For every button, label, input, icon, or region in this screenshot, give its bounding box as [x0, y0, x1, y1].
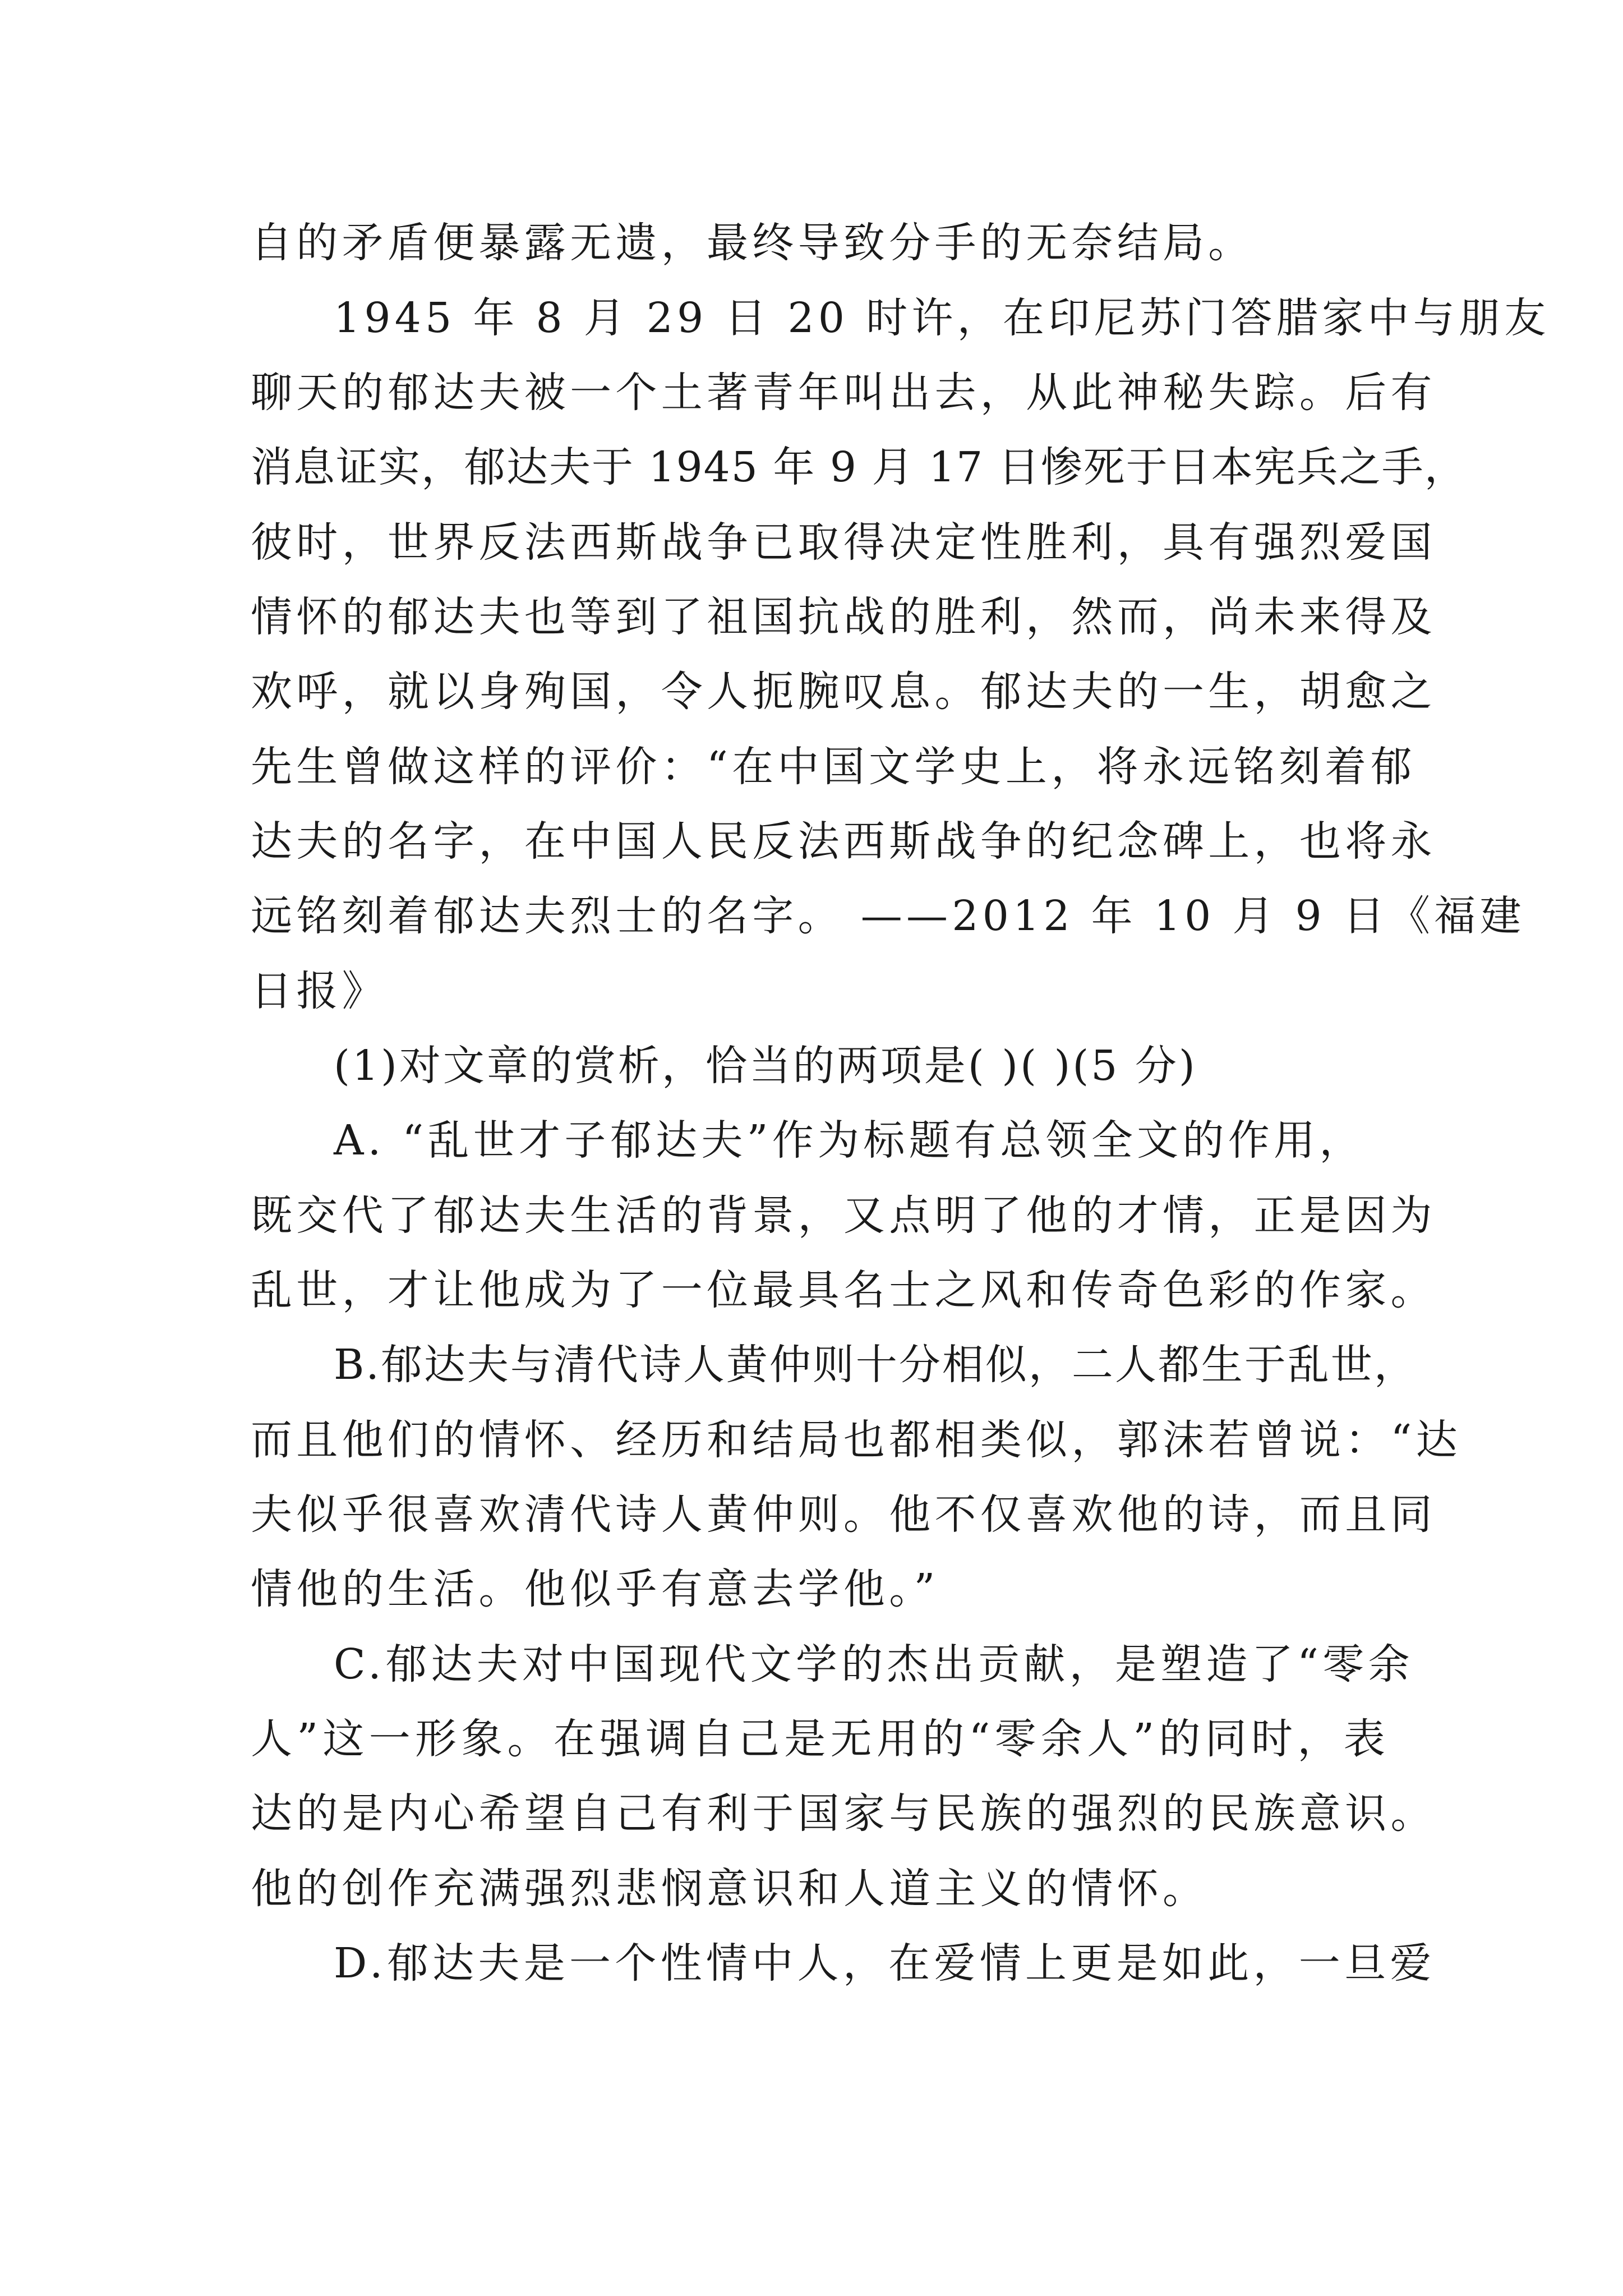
question-prompt: (1)对文章的赏析，恰当的两项是( )( )(5 分) [334, 1042, 1197, 1090]
text-line: 情怀的郁达夫也等到了祖国抗战的胜利，然而，尚未来得及 [251, 593, 1436, 641]
text-line: 既交代了郁达夫生活的背景，又点明了他的才情，正是因为 [251, 1191, 1436, 1240]
text-line: 人”这一形象。在强调自己是无用的“零余人”的同时，表 [251, 1715, 1389, 1763]
text-line: 自的矛盾便暴露无遗，最终导致分手的无奈结局。 [251, 219, 1254, 267]
text-line: 消息证实，郁达夫于 1945 年 9 月 17 日惨死于日本宪兵之手， [251, 443, 1467, 491]
text-line: 日报》 [251, 967, 388, 1015]
text-line: 他的创作充满强烈悲悯意识和人道主义的情怀。 [251, 1865, 1209, 1913]
text-line: 而且他们的情怀、经历和结局也都相类似，郭沫若曾说：“达 [251, 1416, 1461, 1464]
option-b-first-line: B.郁达夫与清代诗人黄仲则十分相似，二人都生于乱世， [334, 1341, 1417, 1389]
text-line: 情他的生活。他似乎有意去学他。” [251, 1565, 939, 1613]
paragraph-first-line: 1945 年 8 月 29 日 20 时许，在印尼苏门答腊家中与朋友 [334, 294, 1550, 342]
text-line: 达的是内心希望自己有利于国家与民族的强烈的民族意识。 [251, 1789, 1436, 1838]
text-line: 达夫的名字，在中国人民反法西斯战争的纪念碑上，也将永 [251, 817, 1436, 866]
text-line: 彼时，世界反法西斯战争已取得决定性胜利，具有强烈爱国 [251, 518, 1436, 567]
option-a-first-line: A. “乱世才子郁达夫”作为标题有总领全文的作用， [334, 1116, 1365, 1165]
text-line: 乱世，才让他成为了一位最具名士之风和传奇色彩的作家。 [251, 1266, 1436, 1314]
text-line: 夫似乎很喜欢清代诗人黄仲则。他不仅喜欢他的诗，而且同 [251, 1490, 1436, 1539]
option-c-first-line: C.郁达夫对中国现代文学的杰出贡献，是塑造了“零余 [334, 1640, 1414, 1688]
text-line: 聊天的郁达夫被一个土著青年叫出去，从此神秘失踪。后有 [251, 369, 1436, 417]
text-line: 欢呼，就以身殉国，令人扼腕叹息。郁达夫的一生，胡愈之 [251, 668, 1436, 716]
text-line: 远铭刻着郁达夫烈士的名字。 ——2012 年 10 月 9 日《福建 [251, 892, 1525, 940]
option-d-first-line: D.郁达夫是一个性情中人，在爱情上更是如此，一旦爱 [334, 1939, 1436, 1987]
text-line: 先生曾做这样的评价：“在中国文学史上，将永远铭刻着郁 [251, 743, 1416, 791]
